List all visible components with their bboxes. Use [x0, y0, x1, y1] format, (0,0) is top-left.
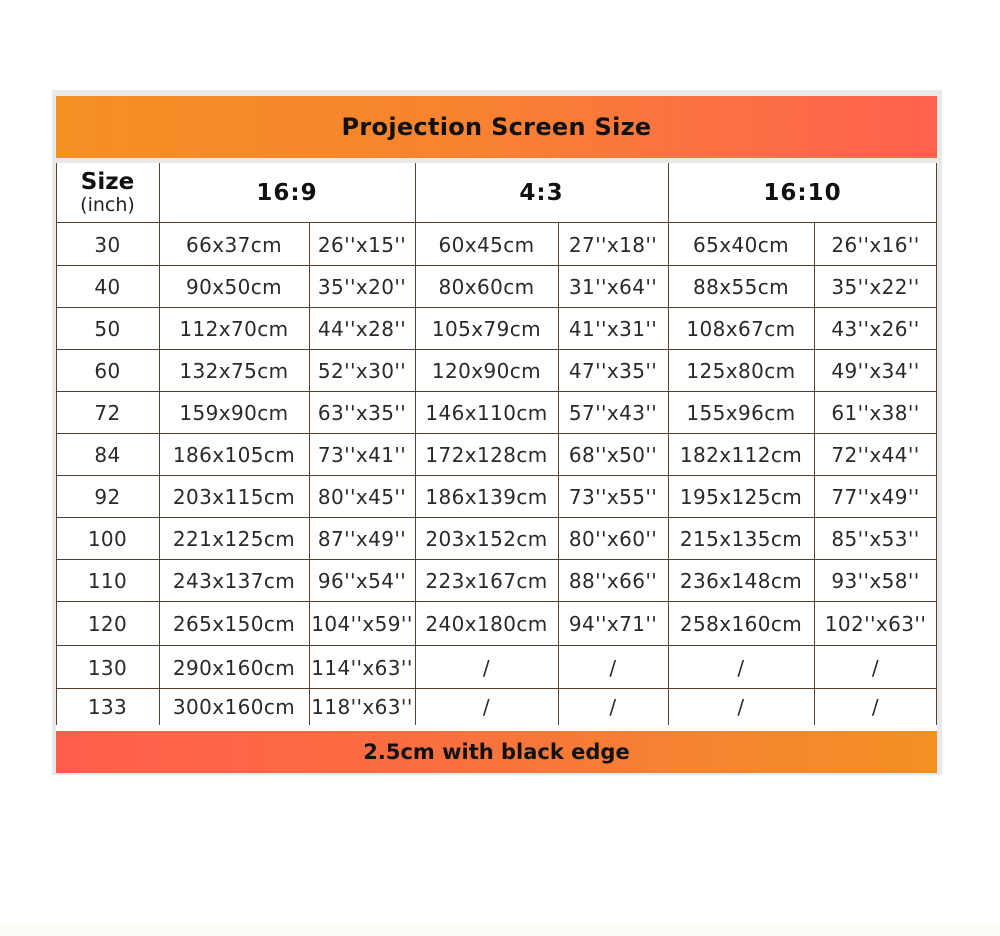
column-divider [415, 163, 416, 725]
size-cell: 120 [87, 612, 128, 636]
inch-cell: 93''x58'' [831, 569, 920, 593]
size-table [56, 163, 937, 731]
size-cell: 92 [94, 485, 121, 509]
size-cell: 133 [87, 695, 128, 719]
cm-cell: 108x67cm [686, 317, 796, 341]
cm-cell: / [482, 655, 491, 680]
inch-cell: 43''x26'' [831, 317, 920, 341]
cm-cell: 186x105cm [172, 443, 296, 467]
inch-cell: 26''x16'' [831, 232, 920, 257]
inch-cell: 114''x63'' [311, 655, 413, 680]
inch-cell: 94''x71'' [568, 612, 658, 636]
cm-cell: 300x160cm [172, 695, 296, 719]
inch-cell: 102''x63'' [824, 612, 927, 636]
cm-cell: 90x50cm [185, 275, 282, 299]
inch-cell: 80''x45'' [317, 485, 407, 509]
cm-cell: 258x160cm [679, 612, 803, 636]
table-footer: 2.5cm with black edge [56, 731, 937, 773]
cm-cell: 172x128cm [425, 443, 548, 467]
cm-cell: 236x148cm [679, 569, 803, 593]
inch-cell: 27''x18'' [568, 232, 658, 257]
row-divider [56, 645, 937, 646]
size-cell: 110 [87, 569, 128, 593]
row-divider [56, 222, 937, 223]
column-divider [56, 163, 57, 725]
cm-cell: 155x96cm [686, 401, 796, 425]
column-divider [936, 163, 937, 725]
cm-cell: 223x167cm [425, 569, 548, 593]
cm-cell: 66x37cm [185, 232, 282, 257]
inch-cell: / [609, 695, 617, 719]
cm-cell: 195x125cm [679, 485, 803, 509]
column-divider [668, 163, 669, 725]
size-cell: 60 [94, 359, 121, 383]
inch-cell: 31''x64'' [568, 275, 658, 299]
cm-cell: 186x139cm [425, 485, 548, 509]
cm-cell: 132x75cm [179, 359, 289, 383]
size-cell: 84 [94, 443, 121, 467]
inch-cell: 61''x38'' [831, 401, 920, 425]
ratio-header-16-9: 16:9 [256, 180, 318, 206]
inch-cell: 73''x55'' [568, 485, 658, 509]
column-divider [814, 223, 815, 725]
inch-cell: 72''x44'' [831, 443, 920, 467]
size-header-label: Size [80, 168, 135, 195]
row-divider [56, 475, 937, 476]
inch-cell: 63''x35'' [317, 401, 407, 425]
bottom-strip [0, 925, 1000, 936]
size-column-header [56, 163, 159, 223]
table-title: Projection Screen Size [56, 96, 937, 158]
row-divider [56, 265, 937, 266]
inch-cell: 118''x63'' [311, 695, 413, 719]
inch-cell: 35''x22'' [831, 275, 920, 299]
inch-cell: 35''x20'' [317, 275, 407, 299]
cm-cell: 203x115cm [172, 485, 296, 509]
cm-cell: 243x137cm [172, 569, 296, 593]
cm-cell: / [737, 655, 745, 680]
inch-cell: / [871, 655, 880, 680]
row-divider [56, 601, 937, 602]
size-cell: 100 [87, 527, 128, 551]
inch-cell: 49''x34'' [831, 359, 920, 383]
row-divider [56, 307, 937, 308]
cm-cell: 146x110cm [425, 401, 548, 425]
inch-cell: 96''x54'' [317, 569, 407, 593]
cm-cell: 182x112cm [679, 443, 803, 467]
cm-cell: 88x55cm [692, 275, 789, 299]
row-divider [56, 349, 937, 350]
cm-cell: 112x70cm [179, 317, 289, 341]
cm-cell: 120x90cm [431, 359, 542, 383]
inch-cell: 44''x28'' [317, 317, 407, 341]
column-divider [558, 223, 559, 725]
inch-cell: 52''x30'' [317, 359, 407, 383]
inch-cell: 47''x35'' [568, 359, 658, 383]
column-divider [309, 223, 310, 725]
cm-cell: 65x40cm [692, 232, 789, 257]
cm-cell: 159x90cm [179, 401, 289, 425]
inch-cell: 80''x60'' [568, 527, 658, 551]
row-divider [56, 517, 937, 518]
inch-cell: 87''x49'' [317, 527, 407, 551]
inch-cell: 104''x59'' [311, 612, 413, 636]
cm-cell: 125x80cm [686, 359, 796, 383]
inch-cell: 41''x31'' [568, 317, 658, 341]
inch-cell: 73''x41'' [317, 443, 407, 467]
cm-cell: 290x160cm [172, 655, 296, 680]
cm-cell: 80x60cm [438, 275, 535, 299]
inch-cell: 77''x49'' [831, 485, 920, 509]
size-cell: 130 [87, 655, 128, 680]
cm-cell: 221x125cm [172, 527, 296, 551]
row-divider [56, 559, 937, 560]
cm-cell: 240x180cm [425, 612, 548, 636]
inch-cell: 88''x66'' [568, 569, 658, 593]
row-divider [56, 688, 937, 689]
inch-cell: 85''x53'' [831, 527, 920, 551]
cm-cell: 203x152cm [425, 527, 548, 551]
ratio-header-16-10: 16:10 [763, 180, 842, 206]
row-divider [56, 433, 937, 434]
size-cell: 40 [94, 275, 121, 299]
cm-cell: 215x135cm [679, 527, 803, 551]
cm-cell: 105x79cm [431, 317, 542, 341]
size-cell: 30 [94, 232, 121, 257]
inch-cell: / [871, 695, 880, 719]
inch-cell: 68''x50'' [568, 443, 658, 467]
inch-cell: 57''x43'' [568, 401, 658, 425]
row-divider [56, 391, 937, 392]
ratio-header-4-3: 4:3 [519, 180, 564, 206]
column-divider [159, 163, 160, 725]
size-header-unit: (inch) [80, 194, 135, 217]
size-cell: 50 [94, 317, 121, 341]
inch-cell: 26''x15'' [317, 232, 407, 257]
cm-cell: / [737, 695, 745, 719]
size-cell: 72 [94, 401, 121, 425]
inch-cell: / [609, 655, 617, 680]
cm-cell: 265x150cm [172, 612, 296, 636]
cm-cell: 60x45cm [438, 232, 535, 257]
cm-cell: / [482, 695, 491, 719]
